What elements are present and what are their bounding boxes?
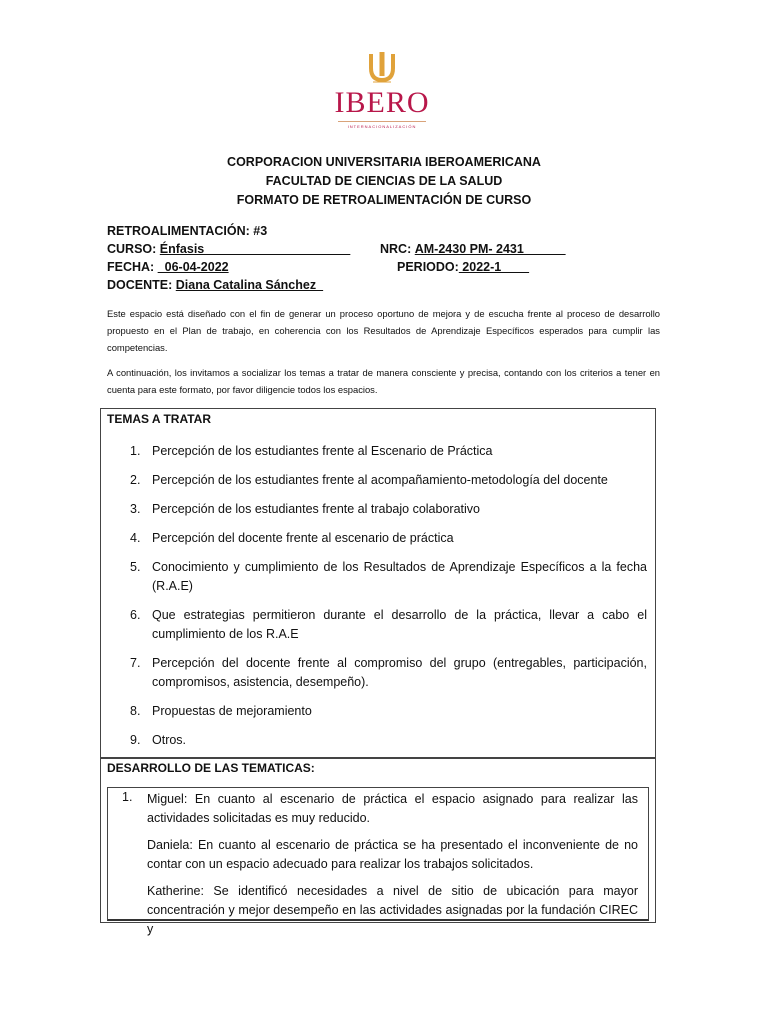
periodo-value: 2022-1____ [458, 260, 530, 274]
topic-item: 9. Otros. [130, 733, 187, 747]
retro-row [107, 222, 667, 240]
curso-row [107, 240, 667, 258]
ibero-logo [332, 52, 432, 129]
docente-value: Diana Catalina Sánchez_ [175, 278, 324, 292]
document-header [0, 153, 768, 210]
faculty-name: FACULTAD DE CIENCIAS DE LA SALUD [265, 174, 503, 188]
retro-value: #3 [253, 224, 268, 238]
topic-item: 1. Percepción de los estudiantes frente al Escenario de Práctica [130, 444, 493, 458]
curso-label: CURSO: [107, 242, 157, 256]
topic-item: 5. Conocimiento y cumplimiento de los Resultados de Aprendizaje Específicos a la fecha (R.A.E) [130, 560, 647, 593]
topic-item: 2. Percepción de los estudiantes frente al acompañamiento-metodología del docente [130, 473, 608, 487]
logo-wordmark: IBERO [334, 86, 430, 119]
logo-tagline: INTERNACIONALIZACIÓN [338, 121, 426, 129]
desarrollo-heading: DESARROLLO DE LAS TEMATICAS: [107, 761, 315, 775]
institution-name: CORPORACION UNIVERSITARIA IBEROAMERICANA [227, 155, 541, 169]
topic-item: 7. Percepción del docente frente al compromiso del grupo (entregables, participación, compromisos, asistencia, desempeño). [130, 656, 647, 689]
comment-miguel: Miguel: En cuanto al escenario de práctica el espacio asignado para realizar las actividades solicitadas es muy reducido. [147, 792, 638, 825]
nrc-value: AM-2430 PM- 2431______ [414, 242, 566, 256]
topic-item: 4. Percepción del docente frente al escenario de práctica [130, 531, 454, 545]
periodo-label: PERIODO: [397, 260, 459, 274]
temas-heading: TEMAS A TRATAR [107, 412, 211, 426]
topics-list [101, 442, 655, 750]
fecha-value: _06-04-2022 [157, 260, 229, 274]
intro-paragraph-2: A continuación, los invitamos a socializar los temas a tratar de manera consciente y precisa, contando con los criterios a tener en cuenta para este formato, por favor diligencie todos los espacios. [107, 367, 660, 395]
form-title: FORMATO DE RETROALIMENTACIÓN DE CURSO [236, 193, 532, 207]
topic-item: 6. Que estrategias permitieron durante el desarrollo de la práctica, llevar a cabo el cumplimiento de los R.A.E [130, 608, 647, 641]
docente-row [107, 276, 667, 294]
intro-paragraph-1: Este espacio está diseñado con el fin de generar un proceso oportuno de mejora y de escucha frente al proceso de desarrollo propuesto en el Plan de trabajo, en coherencia con los Resultados de Aprendizaje Específicos esperados para cumplir las competencias. [107, 308, 660, 353]
fecha-row [107, 258, 667, 276]
temas-section [100, 408, 656, 759]
retro-label: RETROALIMENTACIÓN: [107, 224, 250, 238]
fecha-label: FECHA: [107, 260, 155, 274]
ibero-emblem-icon [367, 52, 397, 86]
desarrollo-entry [107, 787, 649, 936]
topic-item: 3. Percepción de los estudiantes frente al trabajo colaborativo [130, 502, 480, 516]
topic-item: 8. Propuestas de mejoramiento [130, 704, 312, 718]
comment-daniela: Daniela: En cuanto al escenario de práctica se ha presentado el inconveniente de no contar con un espacio adecuado para realizar los trabajos solicitados. [147, 838, 638, 871]
nrc-label: NRC: [380, 242, 412, 256]
form-meta [107, 222, 667, 294]
curso-value: Énfasis_____________________ [159, 242, 351, 256]
docente-label: DOCENTE: [107, 278, 173, 292]
entry-number: 1. [122, 790, 133, 804]
comment-katherine: Katherine: Se identificó necesidades a nivel de sitio de ubicación para mayor concentración y mejor desempeño en las actividades asignadas por la fundación CIREC y [147, 884, 638, 936]
